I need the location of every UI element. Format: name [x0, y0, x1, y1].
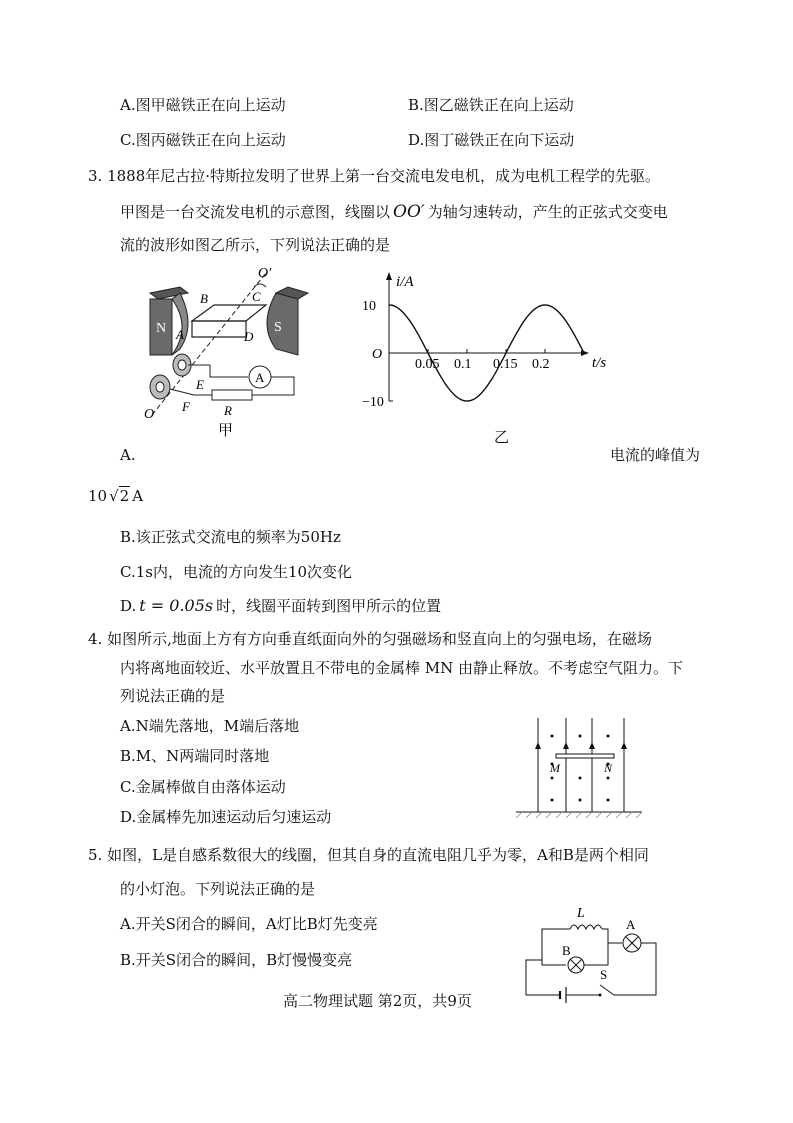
- q4-option-b: B.M、N两端同时落地: [120, 747, 270, 765]
- q4-stem-line1: 4. 如图所示,地面上方有方向垂直纸面向外的匀强磁场和竖直向上的匀强电场，在磁场: [88, 630, 652, 648]
- switch-s: [600, 985, 614, 995]
- wire-junction: [584, 943, 622, 965]
- q3-option-d: [120, 597, 441, 615]
- e-label: E: [196, 377, 204, 392]
- q2-option-d: D.图丁磁铁正在向下运动: [408, 131, 575, 149]
- current-waveform-chart: [360, 270, 620, 450]
- q3-stem-line1: 3. 1888年尼古拉·特斯拉发明了世界上第一台交流电发电机，成为电机工程学的先驱。: [88, 167, 661, 185]
- inductor-circuit-figure: [522, 905, 662, 1000]
- wire-lower: [170, 389, 212, 395]
- q4-option-d: D.金属棒先加速运动后匀速运动: [120, 808, 332, 826]
- rod-m-label: M: [550, 761, 560, 775]
- q4-option-a: A.N端先落地，M端后落地: [120, 717, 300, 735]
- page-footer: 高二物理试题 第2页，共9页: [283, 992, 472, 1010]
- s-label: S: [274, 320, 282, 335]
- q2-option-a: A.图甲磁铁正在向上运动: [120, 96, 286, 114]
- ground-hatching: [516, 812, 642, 818]
- q2-option-c: C.图丙磁铁正在向上运动: [120, 131, 286, 149]
- q3-option-c: C.1s内，电流的方向发生10次变化: [120, 563, 353, 581]
- q3-option-d-prefix: D.: [120, 597, 137, 615]
- y-tick-label: 10: [362, 299, 376, 314]
- bulb-a-label: A: [626, 917, 636, 932]
- inductor-label: L: [577, 906, 585, 921]
- switch-label: S: [600, 967, 608, 982]
- metal-rod: [556, 754, 614, 758]
- coil-front: [192, 321, 246, 337]
- x-axis-label: t/s: [592, 355, 607, 371]
- o-label: O: [144, 407, 155, 422]
- x-tick-label: 0.1: [454, 357, 472, 372]
- q3-option-a-value-num: 10: [88, 487, 108, 505]
- q3-option-a-text: 电流的峰值为: [610, 446, 701, 464]
- bulb-b-label: B: [562, 943, 571, 958]
- wire-upper: [188, 365, 248, 377]
- q3-option-d-expr: t = 0.05s: [139, 596, 214, 615]
- n-label: N: [156, 321, 167, 336]
- y-axis-arrow: [386, 272, 392, 280]
- ammeter-label: A: [255, 370, 265, 385]
- q5-option-b: B.开关S闭合的瞬间，B灯慢慢变亮: [120, 951, 353, 969]
- q2-option-b: B.图乙磁铁正在向上运动: [408, 96, 574, 114]
- origin-label: O: [372, 347, 383, 362]
- r-label: R: [224, 403, 232, 418]
- x-tick-label: 0.2: [532, 357, 550, 372]
- q3-stem-line2-a: 甲图是一台交流发电机的示意图，线圈以: [120, 203, 391, 221]
- rod-n-label: N: [604, 761, 613, 775]
- q5-stem-line2: 的小灯泡。下列说法正确的是: [120, 880, 316, 898]
- x-tick-label: 0.15: [493, 357, 518, 372]
- y-axis-label: i/A: [396, 274, 414, 290]
- figure-jia-caption: 甲: [218, 423, 234, 439]
- q3-option-a-prefix: A.: [120, 446, 136, 464]
- q4-stem-line2: 内将离地面较近、水平放置且不带电的金属棒 MN 由静止释放。不考虑空气阻力。下: [120, 659, 684, 677]
- q5-stem-line1: 5. 如图，L是自感系数很大的线圈，但其自身的直流电阻几乎为零，A和B是两个相同: [88, 846, 649, 864]
- a-label: A: [176, 327, 184, 342]
- f-label: F: [182, 399, 190, 414]
- resistor: [212, 390, 252, 400]
- q5-option-a: A.开关S闭合的瞬间，A灯比B灯先变亮: [120, 915, 378, 933]
- wire-top-right: [602, 929, 608, 943]
- q3-option-d-text: 时，线圈平面转到图甲所示的位置: [216, 597, 442, 615]
- q3-option-a-value: 10 √2 A: [88, 487, 144, 505]
- figure-yi-caption: 乙: [494, 430, 510, 446]
- n-magnet-pole: [172, 293, 188, 355]
- c-label: C: [252, 289, 261, 304]
- o-prime-label: O′: [258, 266, 272, 281]
- x-tick-label: 0.05: [415, 357, 440, 372]
- field-rod-figure: [516, 716, 646, 816]
- q3-option-a-value-root: 2: [119, 487, 130, 505]
- rotation-arrow: [254, 284, 266, 287]
- q3-axis-symbol: OO′: [393, 202, 425, 222]
- q3-stem-line2: [120, 203, 668, 221]
- q4-option-c: C.金属棒做自由落体运动: [120, 778, 286, 796]
- wire-bulb-b-left: [542, 960, 566, 965]
- generator-figure: [130, 265, 310, 439]
- s-magnet: [267, 293, 298, 355]
- q3-option-a-value-unit: A: [132, 487, 144, 505]
- d-label: D: [244, 329, 254, 344]
- y-tick-label: −10: [362, 395, 384, 410]
- q3-stem-line3: 流的波形如图乙所示，下列说法正确的是: [120, 236, 391, 254]
- q3-stem-line2-b: 为轴匀速转动，产生的正弦式交变电: [427, 203, 668, 221]
- q3-option-b: B.该正弦式交流电的频率为50Hz: [120, 528, 341, 546]
- b-label: B: [200, 291, 208, 306]
- inductor-coil: [570, 925, 602, 929]
- field-arrows: [535, 742, 627, 749]
- q4-stem-line3: 列说法正确的是: [120, 687, 226, 705]
